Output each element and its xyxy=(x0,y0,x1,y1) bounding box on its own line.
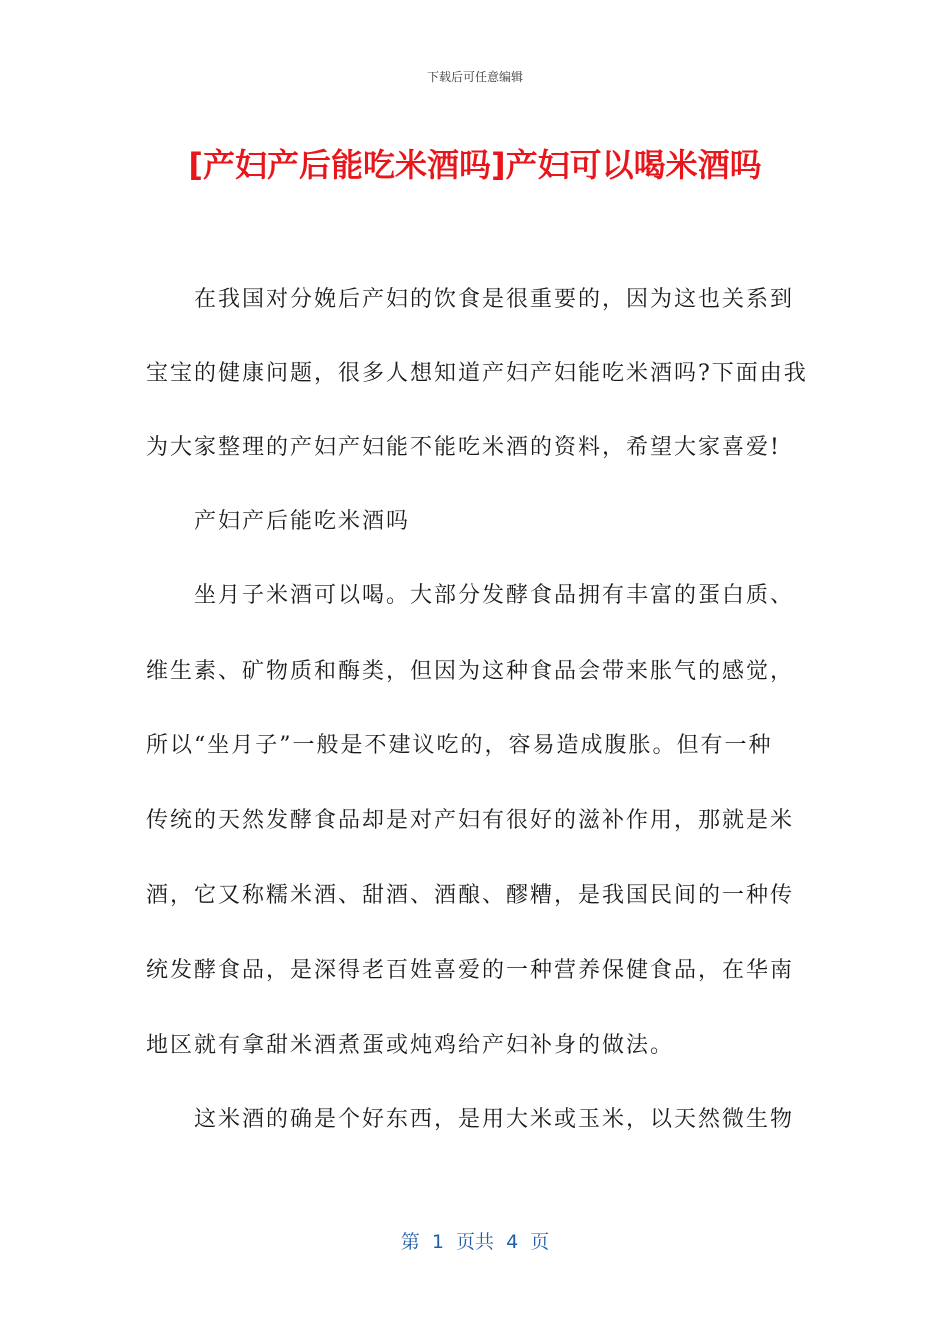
paragraph-line: 传统的天然发酵食品却是对产妇有很好的滋补作用，那就是米 xyxy=(146,808,795,833)
paragraph-line: 统发酵食品，是深得老百姓喜爱的一种营养保健食品，在华南 xyxy=(146,958,795,983)
paragraph-line: 地区就有拿甜米酒煮蛋或炖鸡给产妇补身的做法。 xyxy=(146,1033,675,1058)
paragraph-line: 在我国对分娩后产妇的饮食是很重要的，因为这也关系到 xyxy=(194,287,795,312)
page-footer: 第 1 页共 4 页 xyxy=(400,1231,550,1253)
section-heading: 产妇产后能吃米酒吗 xyxy=(194,509,411,534)
paragraph-line: 维生素、矿物质和酶类，但因为这种食品会带来胀气的感觉， xyxy=(146,659,795,684)
paragraph-line: 这米酒的确是个好东西，是用大米或玉米，以天然微生物 xyxy=(194,1107,795,1132)
document-title: [产妇产后能吃米酒吗]产妇可以喝米酒吗 xyxy=(188,146,762,184)
paragraph-line: 坐月子米酒可以喝。大部分发酵食品拥有丰富的蛋白质、 xyxy=(194,583,795,608)
paragraph-line: 酒，它又称糯米酒、甜酒、酒酿、醪糟，是我国民间的一种传 xyxy=(146,883,795,908)
header-note: 下载后可任意编辑 xyxy=(426,70,523,84)
paragraph-line: 宝宝的健康问题，很多人想知道产妇产妇能吃米酒吗?下面由我 xyxy=(146,361,808,386)
paragraph-line: 为大家整理的产妇产妇能不能吃米酒的资料，希望大家喜爱! xyxy=(146,435,781,460)
paragraph-line: 所以“坐月子”一般是不建议吃的，容易造成腹胀。但有一种 xyxy=(146,733,773,758)
